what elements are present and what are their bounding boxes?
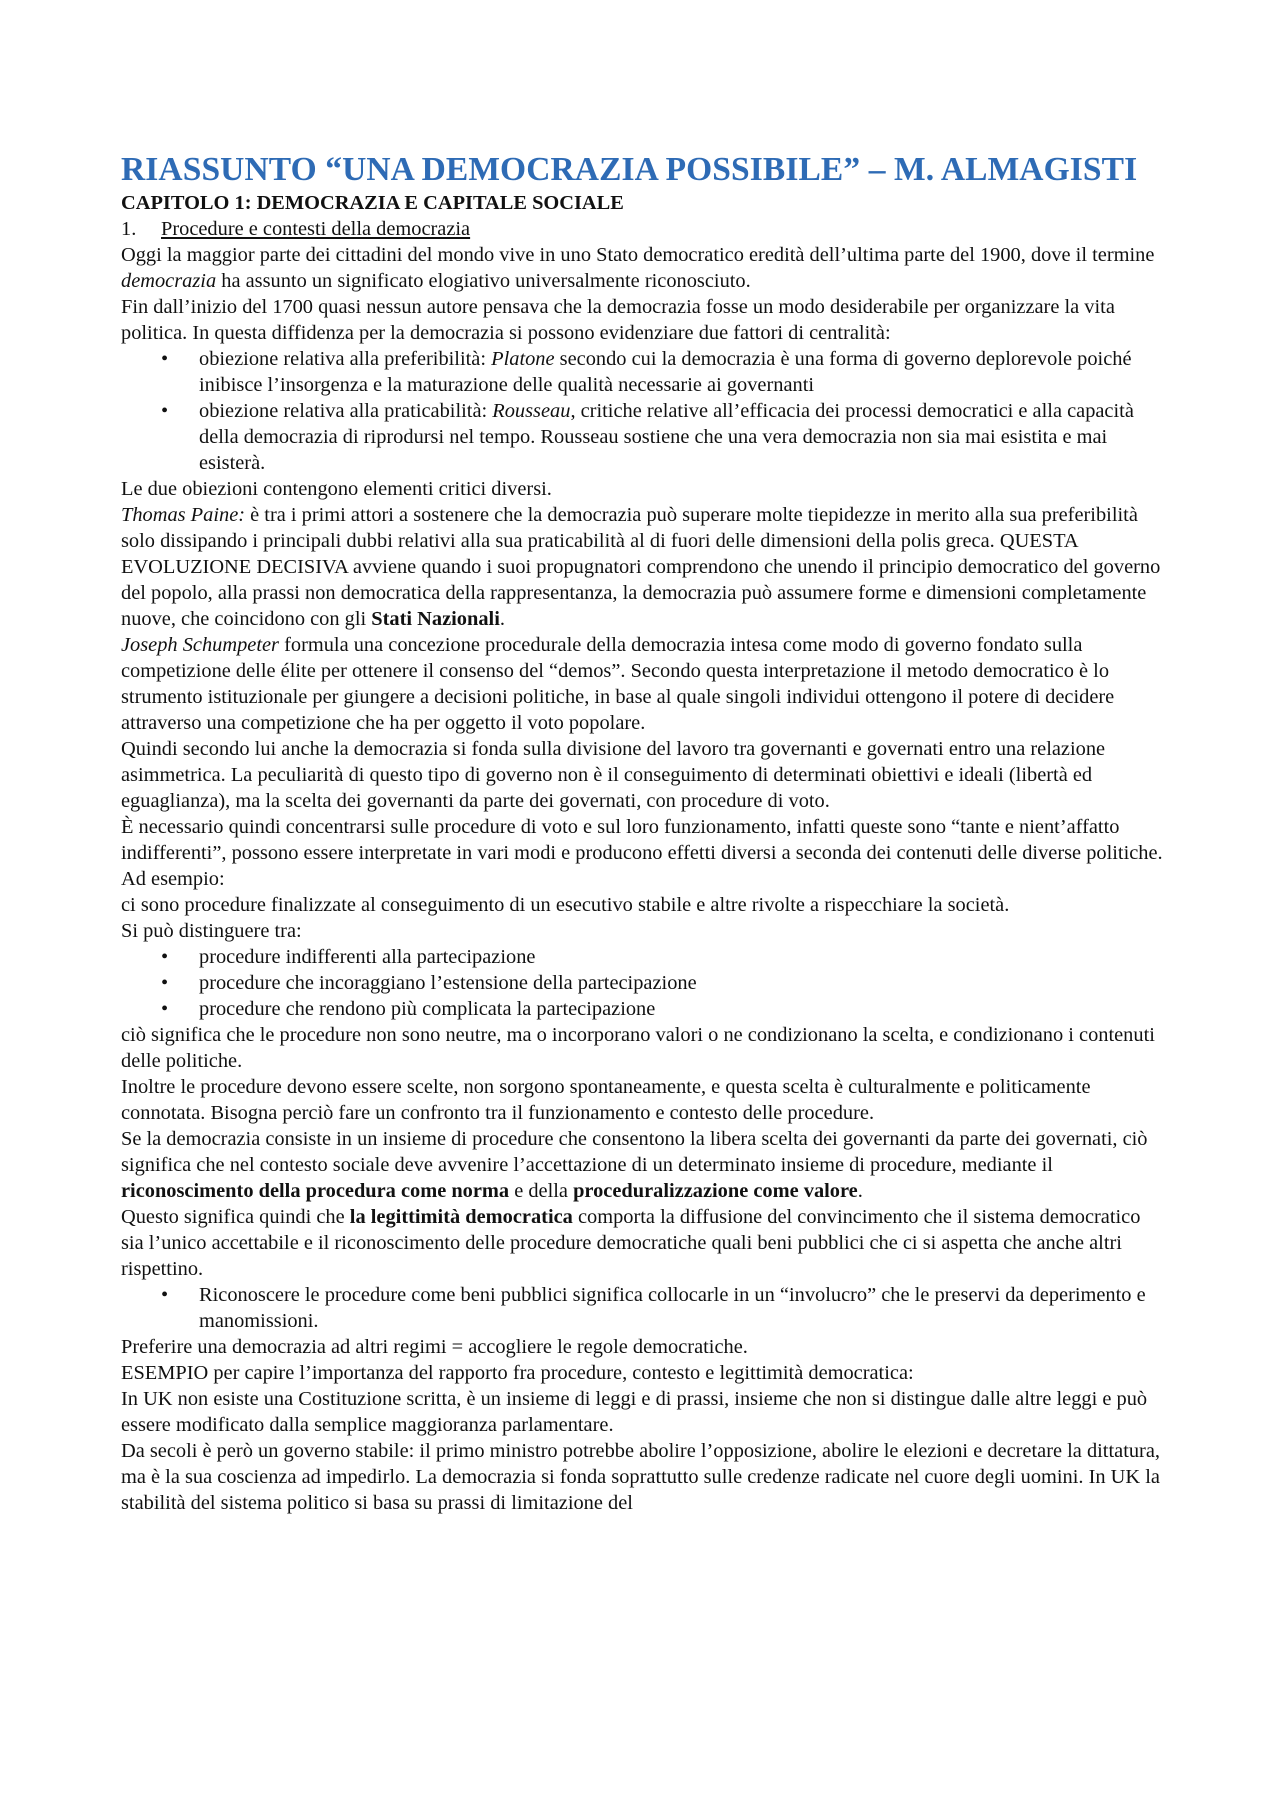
- section-heading: [121, 216, 1166, 242]
- paragraph: [121, 242, 1166, 294]
- text: formula una concezione procedurale della democrazia intesa come modo di governo fondato sulla competizione delle élite per ottenere il consenso del “demos”. Secondo questa interpretazione il metodo democratico è lo strumento istituzionale per giungere a decisioni politiche, in base al quale singoli individui ottengono il potere di decidere attraverso una competizione che ha per oggetto il voto popolare.: [121, 634, 1115, 734]
- text: è tra i primi attori a sostenere che la democrazia può superare molte tiepidezze in merito alla sua preferibilità solo dissipando i principali dubbi relativi alla sua praticabilità al di fuori delle dimensioni della polis greca. QUESTA EVOLUZIONE DECISIVA avviene quando i suoi propugnatori comprendono che unendo il principio democratico del governo del popolo, alla prassi non democratica della rappresentanza, la democrazia può assumere forme e dimensioni completamente nuove, che coincidono con gli: [121, 504, 1161, 630]
- bullet-icon: •: [161, 972, 169, 994]
- bold-term: riconoscimento della procedura come norma: [121, 1180, 510, 1202]
- italic-term: Joseph Schumpeter: [121, 634, 279, 656]
- text: .: [499, 608, 505, 630]
- text: procedure che incoraggiano l’estensione della partecipazione: [199, 972, 697, 994]
- paragraph: Preferire una democrazia ad altri regimi = accogliere le regole democratiche.: [121, 1336, 748, 1358]
- paragraph: Quindi secondo lui anche la democrazia si fonda sulla divisione del lavoro tra governanti e governati entro una relazione asimmetrica. La peculiarità di questo tipo di governo non è il conseguimento di determinati obiettivi e ideali (libertà ed eguaglianza), ma la scelta dei governanti da parte dei governati, con procedure di voto.: [121, 738, 1106, 812]
- bullet-icon: •: [161, 946, 169, 968]
- text: obiezione relativa alla preferibilità:: [199, 348, 492, 370]
- text: , critiche relative all’efficacia dei processi democratici e alla capacità della democrazia di riprodursi nel tempo. Rousseau sostiene che una vera democrazia non sia mai esistita e mai esisterà.: [199, 400, 1134, 474]
- paragraph: Le due obiezioni contengono elementi critici diversi.: [121, 478, 552, 500]
- list-item: [121, 996, 1166, 1022]
- text: .: [857, 1180, 863, 1202]
- list-item: [121, 944, 1166, 970]
- paragraph: Fin dall’inizio del 1700 quasi nessun autore pensava che la democrazia fosse un modo desiderabile per organizzare la vita politica. In questa diffidenza per la democrazia si possono evidenziare due fattori di centralità:: [121, 296, 1115, 344]
- italic-term: Rousseau: [492, 400, 571, 422]
- bullet-list: [121, 944, 1166, 1022]
- list-item: [121, 1282, 1166, 1334]
- paragraph: ciò significa che le procedure non sono neutre, ma o incorporano valori o ne condizionano la scelta, e condizionano i contenuti delle politiche.: [121, 1024, 1155, 1072]
- bold-term: Stati Nazionali: [371, 608, 500, 630]
- paragraph: [121, 1126, 1166, 1204]
- bullet-list: [121, 1282, 1166, 1334]
- text: Questo significa quindi che: [121, 1206, 350, 1228]
- text: Se la democrazia consiste in un insieme di procedure che consentono la libera scelta dei governanti da parte dei governati, ciò significa che nel contesto sociale deve avvenire l’accettazione di un determinato insieme di procedure, mediante il: [121, 1128, 1148, 1176]
- text: procedure che rendono più complicata la partecipazione: [199, 998, 656, 1020]
- paragraph: Inoltre le procedure devono essere scelte, non sorgono spontaneamente, e questa scelta è culturalmente e politicamente connotata. Bisogna perciò fare un confronto tra il funzionamento e contesto delle procedure.: [121, 1076, 1091, 1124]
- text: comporta la diffusione del convincimento che il sistema democratico sia l’unico accettabile e il riconoscimento delle procedure democratiche quali beni pubblici che ci si aspetta che anche altri rispettino.: [121, 1206, 1141, 1280]
- italic-term: Thomas Paine:: [121, 504, 246, 526]
- text: procedure indifferenti alla partecipazione: [199, 946, 536, 968]
- list-item: [121, 398, 1166, 476]
- list-item: [121, 970, 1166, 996]
- bullet-list: [121, 346, 1166, 476]
- bullet-icon: •: [161, 998, 169, 1020]
- paragraph: Ad esempio:: [121, 868, 225, 890]
- bullet-icon: •: [161, 400, 169, 422]
- paragraph: Si può distinguere tra:: [121, 920, 302, 942]
- bullet-icon: •: [161, 348, 169, 370]
- paragraph: [121, 1204, 1166, 1282]
- chapter-heading: CAPITOLO 1: DEMOCRAZIA E CAPITALE SOCIALE: [121, 192, 624, 214]
- text: secondo cui la democrazia è una forma di governo deplorevole poiché inibisce l’insorgenza e la maturazione delle qualità necessarie ai governanti: [199, 348, 1132, 396]
- list-item: [121, 346, 1166, 398]
- document-page: [121, 150, 1166, 1516]
- paragraph: Da secoli è però un governo stabile: il primo ministro potrebbe abolire l’opposizione, abolire le elezioni e decretare la dittatura, ma è la sua coscienza ad impedirlo. La democrazia si fonda soprattutto sulle credenze radicate nel cuore degli uomini. In UK la stabilità del sistema politico si basa su prassi di limitazione del: [121, 1440, 1160, 1514]
- italic-term: democrazia: [121, 270, 217, 292]
- paragraph: In UK non esiste una Costituzione scritta, è un insieme di leggi e di prassi, insieme che non si distingue dalle altre leggi e può essere modificato dalla semplice maggioranza parlamentare.: [121, 1388, 1148, 1436]
- bold-term: la legittimità democratica: [349, 1206, 573, 1228]
- paragraph: È necessario quindi concentrarsi sulle procedure di voto e sul loro funzionamento, infatti queste sono “tante e nient’affatto indifferenti”, possono essere interpretate in vari modi e producono effetti diversi a seconda dei contenuti delle diverse politiche.: [121, 816, 1163, 864]
- text: obiezione relativa alla praticabilità:: [199, 400, 493, 422]
- paragraph: [121, 502, 1166, 632]
- text: Riconoscere le procedure come beni pubblici significa collocarle in un “involucro” che le preservi da deperimento e manomissioni.: [199, 1284, 1146, 1332]
- section-number: 1.: [121, 218, 137, 240]
- text: e della: [509, 1180, 574, 1202]
- paragraph: ci sono procedure finalizzate al conseguimento di un esecutivo stabile e altre rivolte a rispecchiare la società.: [121, 894, 1010, 916]
- text: ha assunto un significato elogiativo universalmente riconosciuto.: [216, 270, 751, 292]
- paragraph: ESEMPIO per capire l’importanza del rapporto fra procedure, contesto e legittimità democratica:: [121, 1362, 914, 1384]
- text: Oggi la maggior parte dei cittadini del mondo vive in uno Stato democratico eredità dell’ultima parte del 1900, dove il termine: [121, 244, 1155, 266]
- bullet-icon: •: [161, 1284, 169, 1306]
- italic-term: Platone: [491, 348, 555, 370]
- paragraph: [121, 632, 1166, 736]
- bold-term: proceduralizzazione come valore: [573, 1180, 858, 1202]
- section-title: Procedure e contesti della democrazia: [161, 218, 471, 240]
- document-title: RIASSUNTO “UNA DEMOCRAZIA POSSIBILE” – M. ALMAGISTI: [121, 151, 1138, 188]
